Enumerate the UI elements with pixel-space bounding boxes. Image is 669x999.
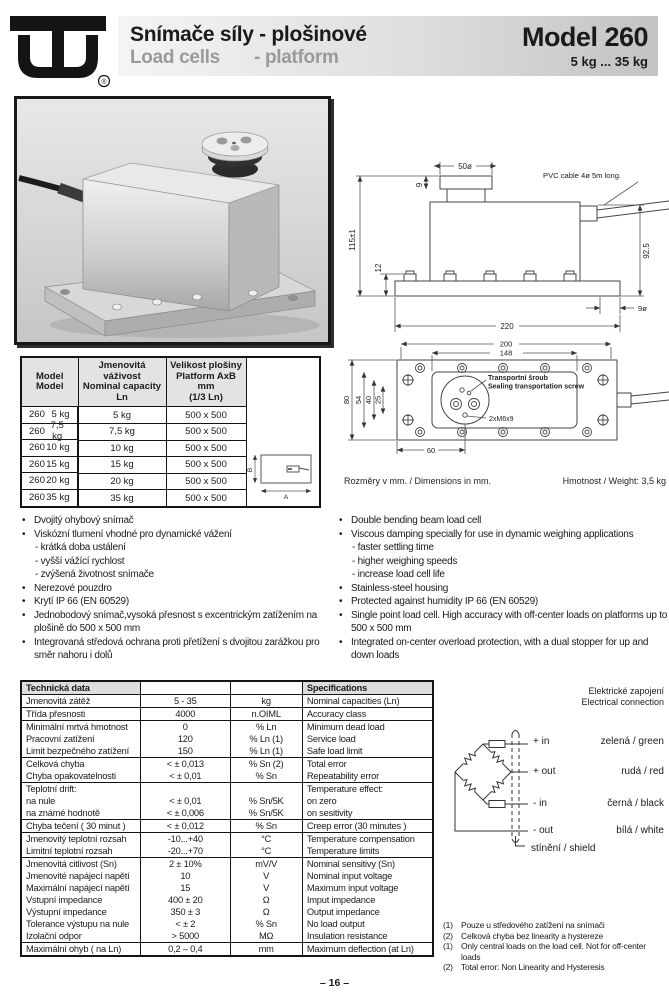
spec-table-row: na nule < ± 0,01 % Sn/5K on zero: [21, 795, 433, 807]
model-table-row: 260 7,5 kg 7,5 kg 500 x 500: [22, 424, 246, 441]
dim-base-h-label: 12: [374, 263, 383, 273]
plan-dim-148: 148: [499, 348, 513, 358]
model-table-header: Jmenovitá váživost Nominal capacity Ln: [78, 358, 166, 407]
spec-header-en: Specifications: [302, 681, 433, 695]
feature-item: • Double bending beam load cell: [337, 514, 668, 528]
model-table-body: [22, 407, 246, 507]
capacity-range: 5 kg ... 35 kg: [570, 54, 648, 69]
feature-item: • Viskózní tlumení vhodné pro dynamické vážení - krátká doba ustálení - vyšší vážící rychlost - zvýšená životnost snímače: [20, 528, 335, 582]
wire-row: [445, 825, 664, 837]
spec-table-row: Pracovní zatížení 120 % Ln (1) Service load: [21, 733, 433, 745]
wire-color: bílá / white: [616, 825, 664, 836]
model-table-head-row: [22, 358, 246, 407]
spec-table-row: Maximální ohyb ( na Ln) 0,2 – 0,4 mm Maximum deflection (at Ln): [21, 943, 433, 957]
wire-terminal: - in: [533, 798, 547, 809]
page-title-cs: Snímače síly - plošinové: [130, 23, 367, 46]
utilcell-logo: [8, 8, 112, 90]
screw-label-en: Sealing transportation screw: [488, 383, 585, 391]
feature-item: • Jednobodový snímač,vysoká přesnost s excentrickým zatížením na plošině do 500 x 500 mm: [20, 609, 335, 636]
dim-total-h-label: 115±1: [348, 229, 357, 251]
electrical-title: Elektrické zapojení Electrical connection: [581, 686, 664, 707]
cable-label: PVC cable 4ø 5m long.: [543, 171, 622, 180]
model-table-row: 260 35 kg 35 kg 500 x 500: [22, 490, 246, 507]
wire-row: [445, 736, 664, 748]
feature-item: • Protected against humidity IP 66 (EN 60529): [337, 595, 668, 609]
spec-table-row: Jmenovitá citlivost (Sn) 2 ± 10% mV/V Nominal sensitivy (Sn): [21, 858, 433, 871]
spec-table-row: Izolační odpor > 5000 MΩ Insulation resistance: [21, 930, 433, 943]
wire-terminal: + out: [533, 766, 556, 777]
model-title: Model 260: [521, 22, 648, 52]
spec-header-cs: Technická data: [21, 681, 141, 695]
side-view-drawing: [338, 148, 669, 338]
page-title-en: Load cells - platform: [130, 47, 339, 68]
platform-sketch: [247, 358, 319, 506]
footnote-item: (1) Only central loads on the load cell. Not for off-center loads: [443, 941, 646, 962]
feature-item: • Nerezové pouzdro: [20, 582, 335, 596]
features-english: [337, 514, 668, 663]
spec-table-row: Teplotní drift: Temperature effect:: [21, 783, 433, 796]
spec-table-row: Chyba tečení ( 30 minut ) < ± 0,012 % Sn Creep error (30 minutes ): [21, 820, 433, 833]
plan-dim-80: 80: [342, 395, 351, 405]
sketch-dim-a: A: [283, 494, 288, 501]
screw-label-cs: Transportní šroub: [488, 375, 548, 382]
product-photo: [14, 96, 331, 345]
model-table: [20, 356, 321, 508]
spec-table-row: Třída přesnosti 4000 n.OIML Accuracy class: [21, 708, 433, 721]
registered-mark: ®: [101, 79, 107, 86]
weight-note: Hmotnost / Weight: 3,5 kg: [562, 476, 666, 486]
wire-row: [445, 798, 664, 810]
features-czech: [20, 514, 335, 663]
dim-body-h-label: 92.5: [642, 243, 651, 259]
model-table-header: Velikost plošiny Platform AxB mm (1/3 Ln): [166, 358, 246, 407]
shield-label: stínění / shield: [531, 843, 596, 854]
feature-item: • Integrated on-center overload protection, with a dual stopper for up and down loads: [337, 636, 668, 663]
spec-table: [20, 680, 434, 957]
dim-length-label: 220: [500, 322, 514, 331]
spec-table-row: Vstupní impedance 400 ± 20 Ω Imput impedance: [21, 894, 433, 906]
dim-cap-h-label: 9: [415, 182, 424, 188]
dim-cap-label: 50ø: [458, 162, 472, 171]
spec-table-head-row: [21, 681, 433, 695]
header-band: [118, 16, 658, 76]
sketch-dim-b: B: [246, 467, 254, 473]
spec-table-row: Jmenovitá zátěž 5 - 35 kg Nominal capacities (Ln): [21, 695, 433, 708]
wire-terminal: - out: [533, 825, 554, 836]
drawing-notes: [344, 476, 666, 486]
footnotes: [443, 920, 667, 973]
spec-table-row: Výstupní impedance 350 ± 3 Ω Output impedance: [21, 906, 433, 918]
feature-item: • Single point load cell. High accuracy with off-center loads on platforms up to 500 x 500 mm: [337, 609, 668, 636]
spec-table-row: Celková chyba < ± 0,013 % Sn (2) Total error: [21, 758, 433, 771]
dimensions-note: Rozměry v mm. / Dimensions in mm.: [344, 476, 492, 486]
thread-label: 2xM6x9: [489, 416, 514, 423]
plan-view-drawing: [338, 338, 669, 466]
feature-item: • Dvojitý ohybový snímač: [20, 514, 335, 528]
features-cs: [20, 514, 335, 663]
plan-dim-25: 25: [373, 395, 383, 405]
footnote-item: (1) Pouze u středového zatížení na snímači: [443, 920, 605, 930]
page-number: – 16 –: [319, 977, 350, 989]
model-table-row: 260 15 kg 15 kg 500 x 500: [22, 457, 246, 474]
spec-table-row: Limit bezpečného zatížení 150 % Ln (1) Safe load limit: [21, 745, 433, 758]
dim-edge-label: 9ø: [638, 304, 647, 313]
features-en: [337, 514, 668, 663]
feature-item: • Integrovaná středová ochrana proti přetížení s dvojitou zarážkou pro směr nahoru i dolů: [20, 636, 335, 663]
wire-terminal: + in: [533, 736, 550, 747]
spec-table-row: Jmenovité napájecí napětí 10 V Nominal input voltage: [21, 870, 433, 882]
plan-dim-40: 40: [364, 395, 373, 405]
spec-table-row: Maximální napájecí napětí 15 V Maximum input voltage: [21, 882, 433, 894]
model-table-row: 260 10 kg 10 kg 500 x 500: [22, 440, 246, 457]
spec-table-row: Tolerance výstupu na nule < ± 2 % Sn No load output: [21, 918, 433, 930]
feature-item: • Krytí IP 66 (EN 60529): [20, 595, 335, 609]
model-table-row: 260 20 kg 20 kg 500 x 500: [22, 473, 246, 490]
spec-table-row: na známé hodnotě < ± 0,006 % Sn/5K on sesitivity: [21, 807, 433, 820]
plan-dim-60: 60: [426, 446, 436, 455]
electrical-connection: [445, 686, 666, 871]
footnote-item: (2) Celková chyba bez linearity a hystereze: [443, 930, 603, 941]
feature-item: • Viscous damping specially for use in dynamic weighing applications - faster settling time - higher weighing speeds - increase load cell life: [337, 528, 668, 582]
spec-table-body: [21, 695, 433, 957]
wire-row: [445, 766, 664, 778]
footnote-item: (2) Total error: Non Linearity and Hysteresis: [443, 962, 605, 972]
wire-color: zelená / green: [600, 736, 664, 747]
plan-dim-200: 200: [499, 339, 513, 349]
spec-table-row: Chyba opakovatelnosti < ± 0,01 % Sn Repeatability error: [21, 770, 433, 783]
wire-color: černá / black: [607, 798, 664, 809]
spec-table-row: Jmenovitý teplotní rozsah -10...+40 °C Temperature compensation: [21, 833, 433, 846]
wire-color: rudá / red: [621, 766, 664, 777]
spec-table-row: Minimální mrtvá hmotnost 0 % Ln Minimum dead load: [21, 721, 433, 734]
model-table-header: Model Model: [22, 358, 78, 407]
plan-dim-54: 54: [354, 395, 363, 405]
feature-item: • Stainless-steel housing: [337, 582, 668, 596]
spec-table-row: Limitní teplotní rozsah -20...+70 °C Temperature limits: [21, 845, 433, 858]
model-table-row: 260 5 kg 5 kg 500 x 500: [22, 407, 246, 424]
